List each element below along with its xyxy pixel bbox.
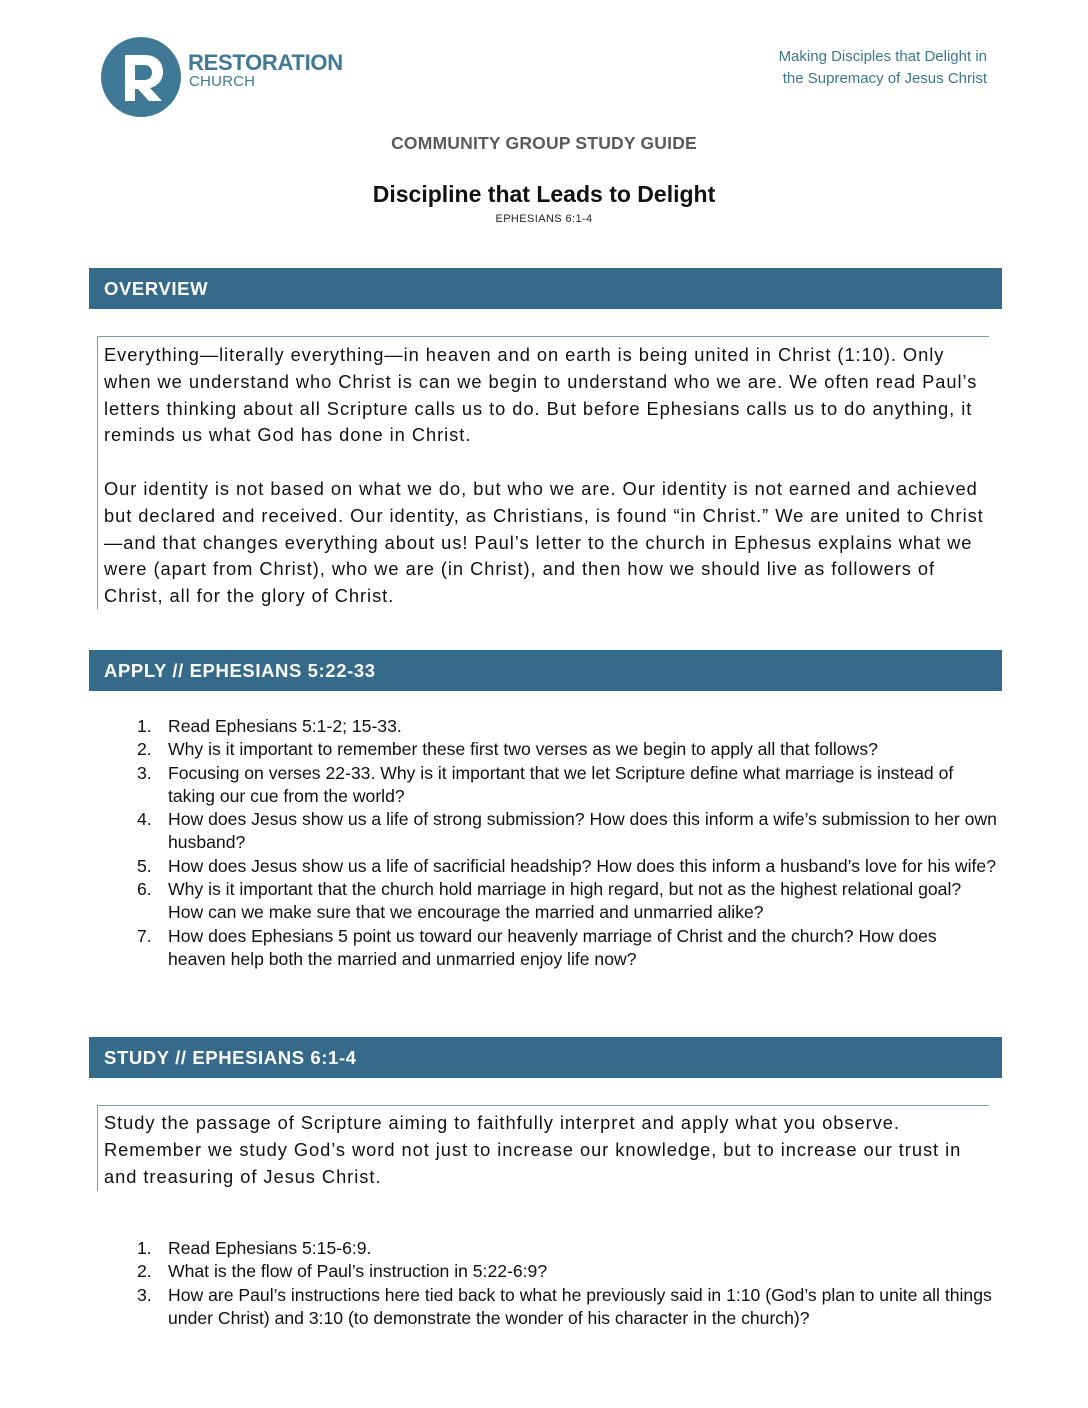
list-number: 1. <box>137 716 152 736</box>
list-text: How does Jesus show us a life of strong submission? How does this inform a wife’s submission to her own husband? <box>168 809 997 853</box>
list-item <box>137 855 997 878</box>
list-item <box>137 878 997 925</box>
restoration-church-logo <box>101 37 341 119</box>
list-item <box>137 762 997 809</box>
list-text: Read Ephesians 5:1-2; 15-33. <box>168 716 402 736</box>
overview-box <box>97 336 989 609</box>
list-item <box>137 1237 997 1260</box>
list-number: 6. <box>137 879 152 900</box>
list-item <box>137 1284 997 1331</box>
list-text: Read Ephesians 5:15-6:9. <box>168 1238 372 1258</box>
list-text: How does Jesus show us a life of sacrificial headship? How does this inform a husband’s love for his wife? <box>168 855 996 876</box>
study-intro-paragraph: Study the passage of Scripture aiming to faithfully interpret and apply what you observe. Remember we study God’s word not just to increase our knowledge, but to increase our trust in and treasuring of Jesus Christ. <box>104 1112 962 1187</box>
list-number: 2. <box>137 739 152 760</box>
apply-heading: APPLY // EPHESIANS 5:22-33 <box>89 650 1002 691</box>
list-text: How are Paul’s instructions here tied back to what he previously said in 1:10 (God’s plan to unite all things under Christ) and 3:10 (to demonstrate the wonder of his character in the church)? <box>168 1284 992 1328</box>
list-text: What is the flow of Paul’s instruction in 5:22-6:9? <box>168 1261 548 1282</box>
study-question-list <box>137 1237 997 1330</box>
list-item <box>137 808 997 855</box>
scripture-reference: EPHESIANS 6:1-4 <box>495 213 593 225</box>
study-heading: STUDY // EPHESIANS 6:1-4 <box>89 1037 1002 1078</box>
list-number: 7. <box>137 925 152 946</box>
guide-label: COMMUNITY GROUP STUDY GUIDE <box>391 133 697 153</box>
list-item <box>137 1260 997 1283</box>
list-number: 2. <box>137 1261 152 1282</box>
list-number: 4. <box>137 809 152 830</box>
overview-heading: OVERVIEW <box>89 268 1002 309</box>
list-number: 3. <box>137 762 152 783</box>
tagline <box>779 46 987 90</box>
list-text: Focusing on verses 22-33. Why is it important that we let Scripture define what marriage is instead of taking our cue from the world? <box>168 762 954 806</box>
tagline-line-1: Making Disciples that Delight in <box>778 48 987 65</box>
list-text: How does Ephesians 5 point us toward our heavenly marriage of Christ and the church? How does heaven help both the married and unmarried enjoy life now? <box>168 925 937 969</box>
apply-question-list <box>137 715 997 971</box>
tagline-line-2: the Supremacy of Jesus Christ <box>782 70 987 87</box>
document-title: Discipline that Leads to Delight <box>372 181 716 207</box>
list-item <box>137 715 997 738</box>
overview-paragraph: Our identity is not based on what we do, but who we are. Our identity is not earned and achieved but declared and received. Our identity, as Christians, is found “in Christ.” We are united to Christ—and that changes everything about us! Paul’s letter to the church in Ephesus explains what we were (apart from Christ), who we are (in Christ), and then how we should live as followers of Christ, all for the glory of Christ. <box>104 477 984 607</box>
list-item <box>137 925 997 972</box>
list-text: Why is it important that the church hold marriage in high regard, but not as the highest relational goal? How can we make sure that we encourage the married and unmarried alike? <box>168 879 962 923</box>
list-number: 1. <box>137 1238 152 1258</box>
list-number: 5. <box>137 855 152 876</box>
logo-wordmark-church: CHURCH <box>189 73 256 90</box>
logo-r-icon <box>101 37 181 117</box>
list-item <box>137 738 997 761</box>
list-text: Why is it important to remember these first two verses as we begin to apply all that follows? <box>168 739 878 760</box>
list-number: 3. <box>137 1284 152 1305</box>
logo-wordmark-restoration: RESTORATION <box>188 50 343 75</box>
study-intro-box <box>97 1105 989 1191</box>
overview-paragraph: Everything—literally everything—in heaven and on earth is being united in Christ (1:10). Only when we understand who Christ is can we begin to understand who we are. We often read Paul’s letters thinking about all Scripture calls us to do. But before Ephesians calls us to do anything, it reminds us what God has done in Christ. <box>104 344 978 446</box>
